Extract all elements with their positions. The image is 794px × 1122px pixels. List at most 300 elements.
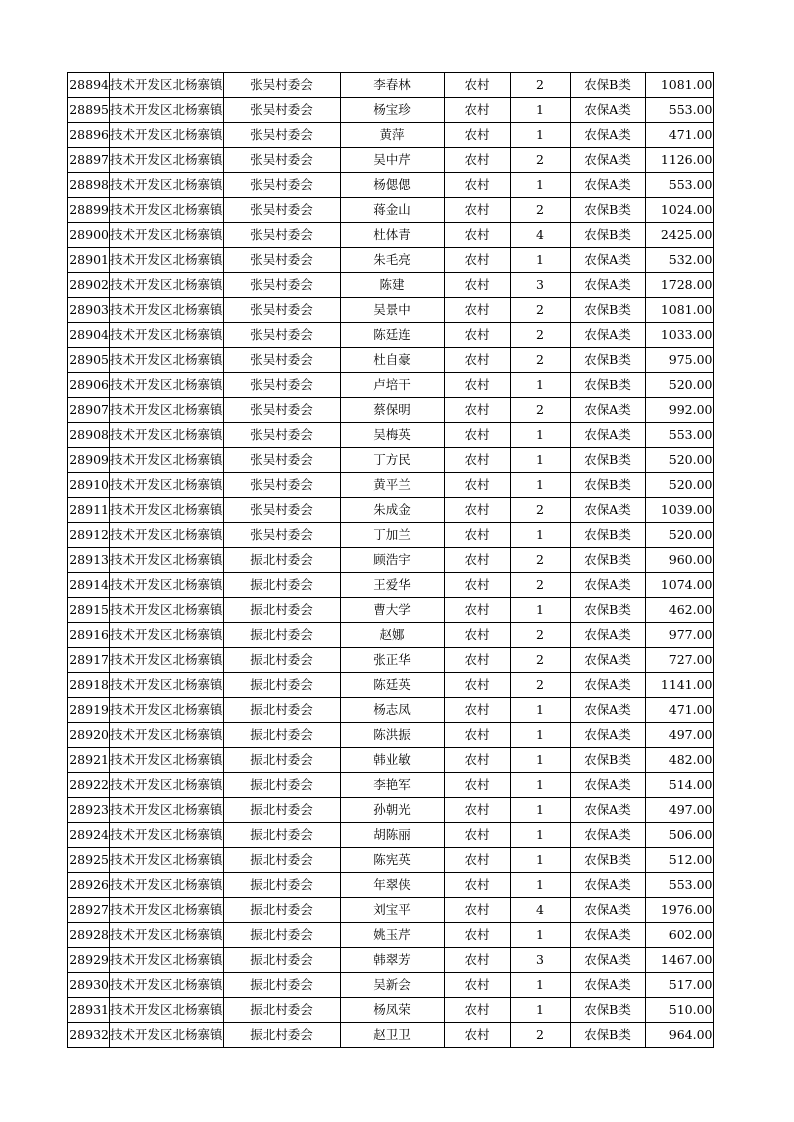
- row-id-cell: 28918: [68, 673, 110, 698]
- amount-cell: 1728.00: [645, 273, 713, 298]
- row-id-cell: 28897: [68, 148, 110, 173]
- table-row: [68, 198, 714, 223]
- type-cell: 农村: [444, 748, 510, 773]
- category-cell: 农保A类: [570, 773, 645, 798]
- count-cell: 4: [510, 223, 570, 248]
- table-row: [68, 798, 714, 823]
- count-cell: 1: [510, 448, 570, 473]
- town-cell: 技术开发区北杨寨镇: [110, 298, 224, 323]
- town-cell: 技术开发区北杨寨镇: [110, 323, 224, 348]
- amount-cell: 520.00: [645, 523, 713, 548]
- count-cell: 1: [510, 798, 570, 823]
- town-cell: 技术开发区北杨寨镇: [110, 548, 224, 573]
- row-id-cell: 28906: [68, 373, 110, 398]
- name-cell: 杜体青: [340, 223, 444, 248]
- category-cell: 农保A类: [570, 873, 645, 898]
- category-cell: 农保B类: [570, 223, 645, 248]
- type-cell: 农村: [444, 798, 510, 823]
- type-cell: 农村: [444, 248, 510, 273]
- count-cell: 1: [510, 823, 570, 848]
- count-cell: 1: [510, 473, 570, 498]
- committee-cell: 张吴村委会: [223, 423, 340, 448]
- category-cell: 农保B类: [570, 598, 645, 623]
- category-cell: 农保A类: [570, 723, 645, 748]
- committee-cell: 振北村委会: [223, 898, 340, 923]
- row-id-cell: 28923: [68, 798, 110, 823]
- count-cell: 1: [510, 598, 570, 623]
- amount-cell: 553.00: [645, 423, 713, 448]
- count-cell: 1: [510, 973, 570, 998]
- row-id-cell: 28901: [68, 248, 110, 273]
- category-cell: 农保A类: [570, 973, 645, 998]
- committee-cell: 张吴村委会: [223, 148, 340, 173]
- type-cell: 农村: [444, 848, 510, 873]
- table-row: [68, 498, 714, 523]
- amount-cell: 1467.00: [645, 948, 713, 973]
- row-id-cell: 28919: [68, 698, 110, 723]
- name-cell: 卢培干: [340, 373, 444, 398]
- category-cell: 农保B类: [570, 373, 645, 398]
- amount-cell: 520.00: [645, 448, 713, 473]
- count-cell: 1: [510, 248, 570, 273]
- count-cell: 1: [510, 723, 570, 748]
- committee-cell: 张吴村委会: [223, 473, 340, 498]
- town-cell: 技术开发区北杨寨镇: [110, 873, 224, 898]
- category-cell: 农保A类: [570, 323, 645, 348]
- town-cell: 技术开发区北杨寨镇: [110, 123, 224, 148]
- row-id-cell: 28932: [68, 1023, 110, 1048]
- name-cell: 孙朝光: [340, 798, 444, 823]
- name-cell: 刘宝平: [340, 898, 444, 923]
- type-cell: 农村: [444, 398, 510, 423]
- table-row: [68, 573, 714, 598]
- town-cell: 技术开发区北杨寨镇: [110, 723, 224, 748]
- row-id-cell: 28903: [68, 298, 110, 323]
- town-cell: 技术开发区北杨寨镇: [110, 98, 224, 123]
- town-cell: 技术开发区北杨寨镇: [110, 348, 224, 373]
- count-cell: 1: [510, 873, 570, 898]
- row-id-cell: 28925: [68, 848, 110, 873]
- category-cell: 农保A类: [570, 398, 645, 423]
- town-cell: 技术开发区北杨寨镇: [110, 598, 224, 623]
- row-id-cell: 28915: [68, 598, 110, 623]
- name-cell: 韩翠芳: [340, 948, 444, 973]
- town-cell: 技术开发区北杨寨镇: [110, 698, 224, 723]
- count-cell: 2: [510, 323, 570, 348]
- committee-cell: 振北村委会: [223, 823, 340, 848]
- table-row: [68, 723, 714, 748]
- name-cell: 姚玉芹: [340, 923, 444, 948]
- town-cell: 技术开发区北杨寨镇: [110, 923, 224, 948]
- category-cell: 农保A类: [570, 498, 645, 523]
- category-cell: 农保B类: [570, 523, 645, 548]
- type-cell: 农村: [444, 898, 510, 923]
- committee-cell: 振北村委会: [223, 723, 340, 748]
- count-cell: 2: [510, 298, 570, 323]
- committee-cell: 张吴村委会: [223, 348, 340, 373]
- name-cell: 黄平兰: [340, 473, 444, 498]
- data-table: [67, 72, 714, 1048]
- type-cell: 农村: [444, 648, 510, 673]
- town-cell: 技术开发区北杨寨镇: [110, 973, 224, 998]
- type-cell: 农村: [444, 698, 510, 723]
- committee-cell: 振北村委会: [223, 623, 340, 648]
- table-row: [68, 898, 714, 923]
- category-cell: 农保A类: [570, 948, 645, 973]
- type-cell: 农村: [444, 673, 510, 698]
- name-cell: 顾浩宇: [340, 548, 444, 573]
- amount-cell: 553.00: [645, 873, 713, 898]
- type-cell: 农村: [444, 273, 510, 298]
- type-cell: 农村: [444, 973, 510, 998]
- count-cell: 1: [510, 373, 570, 398]
- category-cell: 农保A类: [570, 823, 645, 848]
- committee-cell: 振北村委会: [223, 998, 340, 1023]
- type-cell: 农村: [444, 623, 510, 648]
- name-cell: 李春林: [340, 73, 444, 98]
- category-cell: 农保B类: [570, 473, 645, 498]
- type-cell: 农村: [444, 423, 510, 448]
- row-id-cell: 28899: [68, 198, 110, 223]
- table-body: [68, 73, 714, 1048]
- name-cell: 曹大学: [340, 598, 444, 623]
- type-cell: 农村: [444, 73, 510, 98]
- amount-cell: 497.00: [645, 723, 713, 748]
- category-cell: 农保A类: [570, 798, 645, 823]
- committee-cell: 振北村委会: [223, 648, 340, 673]
- table-row: [68, 848, 714, 873]
- row-id-cell: 28921: [68, 748, 110, 773]
- category-cell: 农保A类: [570, 898, 645, 923]
- amount-cell: 482.00: [645, 748, 713, 773]
- town-cell: 技术开发区北杨寨镇: [110, 423, 224, 448]
- count-cell: 2: [510, 673, 570, 698]
- count-cell: 1: [510, 773, 570, 798]
- table-row: [68, 1023, 714, 1048]
- type-cell: 农村: [444, 548, 510, 573]
- committee-cell: 振北村委会: [223, 573, 340, 598]
- type-cell: 农村: [444, 323, 510, 348]
- committee-cell: 张吴村委会: [223, 98, 340, 123]
- table-row: [68, 548, 714, 573]
- count-cell: 2: [510, 548, 570, 573]
- category-cell: 农保B类: [570, 748, 645, 773]
- type-cell: 农村: [444, 448, 510, 473]
- committee-cell: 张吴村委会: [223, 123, 340, 148]
- row-id-cell: 28928: [68, 923, 110, 948]
- count-cell: 4: [510, 898, 570, 923]
- name-cell: 陈洪振: [340, 723, 444, 748]
- category-cell: 农保A类: [570, 273, 645, 298]
- committee-cell: 张吴村委会: [223, 198, 340, 223]
- name-cell: 赵卫卫: [340, 1023, 444, 1048]
- table-row: [68, 123, 714, 148]
- category-cell: 农保B类: [570, 198, 645, 223]
- committee-cell: 张吴村委会: [223, 523, 340, 548]
- row-id-cell: 28922: [68, 773, 110, 798]
- row-id-cell: 28910: [68, 473, 110, 498]
- count-cell: 1: [510, 848, 570, 873]
- committee-cell: 张吴村委会: [223, 323, 340, 348]
- amount-cell: 471.00: [645, 123, 713, 148]
- count-cell: 2: [510, 398, 570, 423]
- table-row: [68, 773, 714, 798]
- table-row: [68, 148, 714, 173]
- table-row: [68, 698, 714, 723]
- town-cell: 技术开发区北杨寨镇: [110, 373, 224, 398]
- count-cell: 2: [510, 623, 570, 648]
- amount-cell: 517.00: [645, 973, 713, 998]
- type-cell: 农村: [444, 148, 510, 173]
- town-cell: 技术开发区北杨寨镇: [110, 248, 224, 273]
- row-id-cell: 28896: [68, 123, 110, 148]
- count-cell: 1: [510, 423, 570, 448]
- committee-cell: 振北村委会: [223, 848, 340, 873]
- committee-cell: 振北村委会: [223, 698, 340, 723]
- town-cell: 技术开发区北杨寨镇: [110, 673, 224, 698]
- town-cell: 技术开发区北杨寨镇: [110, 798, 224, 823]
- row-id-cell: 28909: [68, 448, 110, 473]
- town-cell: 技术开发区北杨寨镇: [110, 648, 224, 673]
- amount-cell: 462.00: [645, 598, 713, 623]
- table-row: [68, 673, 714, 698]
- committee-cell: 张吴村委会: [223, 448, 340, 473]
- amount-cell: 1024.00: [645, 198, 713, 223]
- type-cell: 农村: [444, 873, 510, 898]
- committee-cell: 振北村委会: [223, 748, 340, 773]
- amount-cell: 1074.00: [645, 573, 713, 598]
- count-cell: 2: [510, 1023, 570, 1048]
- amount-cell: 1039.00: [645, 498, 713, 523]
- town-cell: 技术开发区北杨寨镇: [110, 473, 224, 498]
- committee-cell: 张吴村委会: [223, 173, 340, 198]
- table-row: [68, 748, 714, 773]
- row-id-cell: 28927: [68, 898, 110, 923]
- town-cell: 技术开发区北杨寨镇: [110, 948, 224, 973]
- table-row: [68, 373, 714, 398]
- name-cell: 黄萍: [340, 123, 444, 148]
- count-cell: 1: [510, 523, 570, 548]
- category-cell: 农保A类: [570, 148, 645, 173]
- type-cell: 农村: [444, 573, 510, 598]
- town-cell: 技术开发区北杨寨镇: [110, 998, 224, 1023]
- table-row: [68, 98, 714, 123]
- amount-cell: 960.00: [645, 548, 713, 573]
- amount-cell: 1976.00: [645, 898, 713, 923]
- committee-cell: 张吴村委会: [223, 373, 340, 398]
- name-cell: 赵娜: [340, 623, 444, 648]
- count-cell: 2: [510, 148, 570, 173]
- name-cell: 胡陈丽: [340, 823, 444, 848]
- table-row: [68, 223, 714, 248]
- category-cell: 农保A类: [570, 673, 645, 698]
- type-cell: 农村: [444, 473, 510, 498]
- name-cell: 丁方民: [340, 448, 444, 473]
- category-cell: 农保B类: [570, 848, 645, 873]
- row-id-cell: 28895: [68, 98, 110, 123]
- table-row: [68, 923, 714, 948]
- type-cell: 农村: [444, 523, 510, 548]
- amount-cell: 514.00: [645, 773, 713, 798]
- town-cell: 技术开发区北杨寨镇: [110, 623, 224, 648]
- type-cell: 农村: [444, 998, 510, 1023]
- category-cell: 农保B类: [570, 348, 645, 373]
- committee-cell: 振北村委会: [223, 873, 340, 898]
- committee-cell: 振北村委会: [223, 798, 340, 823]
- table-row: [68, 623, 714, 648]
- committee-cell: 张吴村委会: [223, 223, 340, 248]
- amount-cell: 975.00: [645, 348, 713, 373]
- category-cell: 农保B类: [570, 998, 645, 1023]
- table-row: [68, 973, 714, 998]
- type-cell: 农村: [444, 298, 510, 323]
- type-cell: 农村: [444, 198, 510, 223]
- amount-cell: 602.00: [645, 923, 713, 948]
- amount-cell: 1033.00: [645, 323, 713, 348]
- row-id-cell: 28916: [68, 623, 110, 648]
- type-cell: 农村: [444, 598, 510, 623]
- town-cell: 技术开发区北杨寨镇: [110, 573, 224, 598]
- table-row: [68, 73, 714, 98]
- amount-cell: 553.00: [645, 173, 713, 198]
- table-row: [68, 523, 714, 548]
- town-cell: 技术开发区北杨寨镇: [110, 148, 224, 173]
- type-cell: 农村: [444, 98, 510, 123]
- committee-cell: 张吴村委会: [223, 273, 340, 298]
- type-cell: 农村: [444, 123, 510, 148]
- name-cell: 吴景中: [340, 298, 444, 323]
- row-id-cell: 28894: [68, 73, 110, 98]
- category-cell: 农保A类: [570, 248, 645, 273]
- town-cell: 技术开发区北杨寨镇: [110, 73, 224, 98]
- type-cell: 农村: [444, 223, 510, 248]
- name-cell: 丁加兰: [340, 523, 444, 548]
- amount-cell: 1081.00: [645, 298, 713, 323]
- amount-cell: 2425.00: [645, 223, 713, 248]
- table-row: [68, 298, 714, 323]
- town-cell: 技术开发区北杨寨镇: [110, 498, 224, 523]
- count-cell: 3: [510, 273, 570, 298]
- amount-cell: 510.00: [645, 998, 713, 1023]
- committee-cell: 张吴村委会: [223, 398, 340, 423]
- name-cell: 杨志凤: [340, 698, 444, 723]
- committee-cell: 振北村委会: [223, 923, 340, 948]
- amount-cell: 471.00: [645, 698, 713, 723]
- amount-cell: 520.00: [645, 473, 713, 498]
- row-id-cell: 28900: [68, 223, 110, 248]
- row-id-cell: 28913: [68, 548, 110, 573]
- name-cell: 朱毛亮: [340, 248, 444, 273]
- town-cell: 技术开发区北杨寨镇: [110, 198, 224, 223]
- row-id-cell: 28908: [68, 423, 110, 448]
- type-cell: 农村: [444, 173, 510, 198]
- town-cell: 技术开发区北杨寨镇: [110, 773, 224, 798]
- count-cell: 3: [510, 948, 570, 973]
- category-cell: 农保B类: [570, 448, 645, 473]
- name-cell: 陈廷英: [340, 673, 444, 698]
- name-cell: 蔡保明: [340, 398, 444, 423]
- row-id-cell: 28912: [68, 523, 110, 548]
- table-row: [68, 598, 714, 623]
- name-cell: 吴梅英: [340, 423, 444, 448]
- count-cell: 2: [510, 573, 570, 598]
- row-id-cell: 28904: [68, 323, 110, 348]
- name-cell: 张正华: [340, 648, 444, 673]
- row-id-cell: 28929: [68, 948, 110, 973]
- row-id-cell: 28911: [68, 498, 110, 523]
- category-cell: 农保A类: [570, 623, 645, 648]
- town-cell: 技术开发区北杨寨镇: [110, 848, 224, 873]
- town-cell: 技术开发区北杨寨镇: [110, 398, 224, 423]
- name-cell: 杜自豪: [340, 348, 444, 373]
- category-cell: 农保A类: [570, 173, 645, 198]
- row-id-cell: 28914: [68, 573, 110, 598]
- category-cell: 农保A类: [570, 923, 645, 948]
- row-id-cell: 28924: [68, 823, 110, 848]
- row-id-cell: 28930: [68, 973, 110, 998]
- amount-cell: 512.00: [645, 848, 713, 873]
- name-cell: 李艳军: [340, 773, 444, 798]
- amount-cell: 520.00: [645, 373, 713, 398]
- name-cell: 韩业敏: [340, 748, 444, 773]
- type-cell: 农村: [444, 923, 510, 948]
- table-row: [68, 473, 714, 498]
- name-cell: 杨凤荣: [340, 998, 444, 1023]
- town-cell: 技术开发区北杨寨镇: [110, 823, 224, 848]
- committee-cell: 张吴村委会: [223, 248, 340, 273]
- table-row: [68, 448, 714, 473]
- amount-cell: 1081.00: [645, 73, 713, 98]
- table-row: [68, 823, 714, 848]
- amount-cell: 532.00: [645, 248, 713, 273]
- name-cell: 王爱华: [340, 573, 444, 598]
- count-cell: 2: [510, 648, 570, 673]
- name-cell: 陈建: [340, 273, 444, 298]
- category-cell: 农保A类: [570, 123, 645, 148]
- town-cell: 技术开发区北杨寨镇: [110, 898, 224, 923]
- amount-cell: 1126.00: [645, 148, 713, 173]
- type-cell: 农村: [444, 498, 510, 523]
- name-cell: 年翠侠: [340, 873, 444, 898]
- amount-cell: 992.00: [645, 398, 713, 423]
- town-cell: 技术开发区北杨寨镇: [110, 448, 224, 473]
- committee-cell: 振北村委会: [223, 948, 340, 973]
- count-cell: 2: [510, 348, 570, 373]
- category-cell: 农保A类: [570, 648, 645, 673]
- type-cell: 农村: [444, 948, 510, 973]
- table-row: [68, 273, 714, 298]
- table-row: [68, 248, 714, 273]
- committee-cell: 振北村委会: [223, 973, 340, 998]
- row-id-cell: 28905: [68, 348, 110, 373]
- name-cell: 陈廷连: [340, 323, 444, 348]
- category-cell: 农保A类: [570, 98, 645, 123]
- count-cell: 1: [510, 98, 570, 123]
- amount-cell: 1141.00: [645, 673, 713, 698]
- committee-cell: 张吴村委会: [223, 73, 340, 98]
- amount-cell: 506.00: [645, 823, 713, 848]
- name-cell: 蒋金山: [340, 198, 444, 223]
- town-cell: 技术开发区北杨寨镇: [110, 273, 224, 298]
- count-cell: 1: [510, 698, 570, 723]
- committee-cell: 振北村委会: [223, 598, 340, 623]
- type-cell: 农村: [444, 348, 510, 373]
- category-cell: 农保A类: [570, 423, 645, 448]
- name-cell: 杨宝珍: [340, 98, 444, 123]
- type-cell: 农村: [444, 723, 510, 748]
- table-row: [68, 348, 714, 373]
- count-cell: 1: [510, 998, 570, 1023]
